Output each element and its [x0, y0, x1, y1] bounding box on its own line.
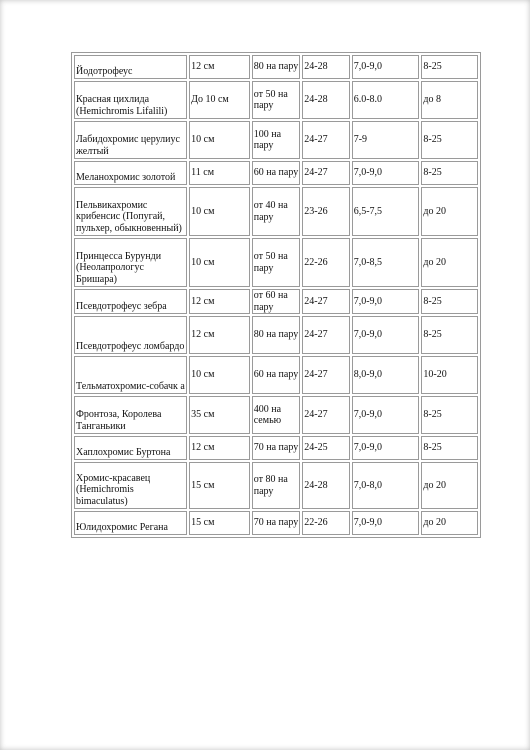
cell-size: 10 см [189, 187, 250, 236]
table-row [74, 462, 478, 509]
cell-group: 70 на пару [252, 511, 300, 535]
cell-group: 60 на пару [252, 356, 300, 394]
cell-temp: 24-28 [302, 462, 349, 509]
table-row [74, 121, 478, 159]
cell-hardness: 8-25 [421, 396, 478, 434]
cell-ph: 7,0-9,0 [352, 316, 420, 354]
cell-hardness: 8-25 [421, 436, 478, 460]
cell-ph: 7,0-8,0 [352, 462, 420, 509]
cell-ph: 7-9 [352, 121, 420, 159]
cell-temp: 24-28 [302, 55, 349, 79]
cell-ph: 7,0-9,0 [352, 161, 420, 185]
cell-hardness: 8-25 [421, 55, 478, 79]
table-row [74, 511, 478, 535]
cell-group: от 40 на пару [252, 187, 300, 236]
cell-group: 60 на пару [252, 161, 300, 185]
cell-ph: 7,0-9,0 [352, 289, 420, 314]
cell-group: от 50 на пару [252, 81, 300, 119]
cell-group: 100 на пару [252, 121, 300, 159]
cell-ph: 7,0-9,0 [352, 55, 420, 79]
cell-hardness: до 20 [421, 187, 478, 236]
fish-table-body [74, 55, 478, 535]
cell-hardness: до 20 [421, 511, 478, 535]
cell-hardness: 10-20 [421, 356, 478, 394]
cell-temp: 23-26 [302, 187, 349, 236]
cell-group: 80 на пару [252, 55, 300, 79]
cell-group: 70 на пару [252, 436, 300, 460]
table-row [74, 238, 478, 287]
cell-size: 12 см [189, 316, 250, 354]
cell-name: Хромис-красавец (Hemichromis bimaculatus) [74, 462, 187, 509]
cell-size: 15 см [189, 511, 250, 535]
cell-name: Юлидохромис Регана [74, 511, 187, 535]
cell-temp: 24-27 [302, 316, 349, 354]
cell-name: Красная цихлида (Hemichromis Lifalili) [74, 81, 187, 119]
cell-size: До 10 см [189, 81, 250, 119]
cell-group: 80 на пару [252, 316, 300, 354]
cell-temp: 24-27 [302, 289, 349, 314]
cell-group: 400 на семью [252, 396, 300, 434]
cell-size: 12 см [189, 55, 250, 79]
cell-hardness: до 20 [421, 238, 478, 287]
table-row [74, 55, 478, 79]
cell-group: от 80 на пару [252, 462, 300, 509]
cell-size: 10 см [189, 121, 250, 159]
cell-size: 10 см [189, 356, 250, 394]
cell-size: 10 см [189, 238, 250, 287]
cell-hardness: 8-25 [421, 121, 478, 159]
cell-name: Йодотрофеус [74, 55, 187, 79]
cell-temp: 24-27 [302, 356, 349, 394]
cell-temp: 24-27 [302, 161, 349, 185]
cell-name: Псевдотрофеус ломбардо [74, 316, 187, 354]
cell-size: 35 см [189, 396, 250, 434]
cell-name: Псевдотрофеус зебра [74, 289, 187, 314]
cell-ph: 7,0-9,0 [352, 511, 420, 535]
cell-group: от 50 на пару [252, 238, 300, 287]
table-row [74, 289, 478, 314]
cell-size: 15 см [189, 462, 250, 509]
cell-hardness: до 8 [421, 81, 478, 119]
cell-temp: 22-26 [302, 511, 349, 535]
cell-temp: 24-25 [302, 436, 349, 460]
cell-ph: 7,0-8,5 [352, 238, 420, 287]
cell-temp: 24-27 [302, 121, 349, 159]
cell-ph: 8,0-9,0 [352, 356, 420, 394]
table-row [74, 436, 478, 460]
cell-ph: 6.0-8.0 [352, 81, 420, 119]
cell-ph: 6,5-7,5 [352, 187, 420, 236]
cell-name: Хаплохромис Буртона [74, 436, 187, 460]
cell-hardness: 8-25 [421, 161, 478, 185]
cell-hardness: 8-25 [421, 316, 478, 354]
cell-size: 12 см [189, 289, 250, 314]
table-row [74, 356, 478, 394]
cell-ph: 7,0-9,0 [352, 436, 420, 460]
cell-hardness: до 20 [421, 462, 478, 509]
table-row [74, 396, 478, 434]
cell-size: 12 см [189, 436, 250, 460]
table-row [74, 187, 478, 236]
table-row [74, 316, 478, 354]
cell-temp: 24-28 [302, 81, 349, 119]
fish-table [71, 52, 481, 538]
cell-name: Тельматохромис-собачк а [74, 356, 187, 394]
cell-name: Меланохромис золотой [74, 161, 187, 185]
table-row [74, 81, 478, 119]
cell-size: 11 см [189, 161, 250, 185]
cell-name: Лабидохромис церулиус желтый [74, 121, 187, 159]
cell-name: Фронтоза, Королева Танганьики [74, 396, 187, 434]
cell-temp: 22-26 [302, 238, 349, 287]
cell-temp: 24-27 [302, 396, 349, 434]
cell-group: от 60 на пару [252, 289, 300, 314]
table-row [74, 161, 478, 185]
cell-ph: 7,0-9,0 [352, 396, 420, 434]
cell-hardness: 8-25 [421, 289, 478, 314]
cell-name: Принцесса Бурунди (Неолапрологус Бришара) [74, 238, 187, 287]
cell-name: Пельвикахромис крибенсис (Попугай, пульхер, обыкновенный) [74, 187, 187, 236]
